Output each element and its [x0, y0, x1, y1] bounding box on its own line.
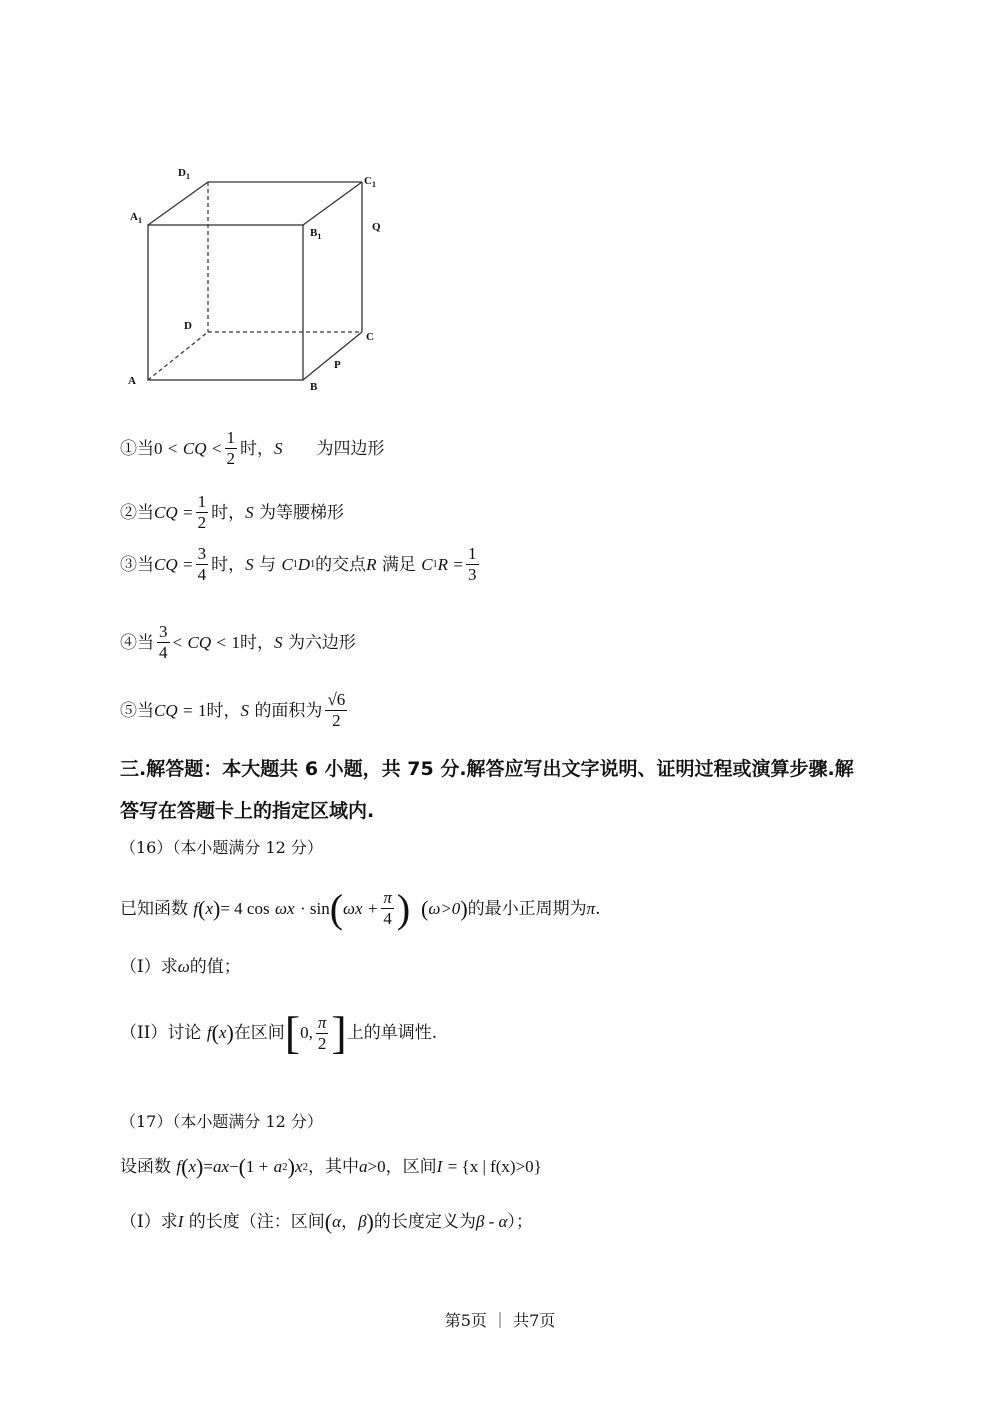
q16-part2: （II）讨论 f ( x ) 在区间 [ 0, $\frac{\pi}{2}$ ] 上的单调性. — [120, 1007, 438, 1058]
statement-2: ②当 CQ = $\frac{1}{2}$ 时， S 为等腰梯形 — [120, 492, 345, 532]
statement-5: ⑤当 CQ = 1 时， S 的面积为 $\frac{√6}{2}$ — [120, 690, 346, 730]
label-b1: $B_1$ — [310, 227, 322, 241]
section-heading-line1: 三.解答题：本大题共 6 小题，共 75 分.解答应写出文字说明、证明过程或演算步骤.解 — [120, 758, 854, 780]
cube-figure — [120, 160, 400, 400]
page-footer: 第5页 ｜ 共7页 — [444, 1311, 556, 1330]
label-d1: $D_1$ — [178, 167, 190, 181]
label-p: P — [334, 359, 341, 371]
q17-header: （17）（本小题满分 12 分） — [120, 1112, 323, 1131]
statement-3: ③当 CQ = $\frac{3}{4}$ 时， S 与 C 1 D 1 的交点 R 满足 C 1 R = $\frac{1}{3}$ — [120, 544, 477, 584]
label-a1: $A_1$ — [130, 211, 142, 225]
label-q: Q — [372, 221, 381, 233]
label-c1: $C_1$ — [364, 175, 376, 189]
q16-statement: 已知函数 f ( x ) = 4 cos ωx · sin ( ωx + $\frac{\pi}{4}$ ) ( ω>0 ) 的最小正周期为 π . — [120, 885, 601, 931]
statement-4: ④当 $\frac{3}{4}$ < CQ < 1 时， S 为六边形 — [120, 622, 356, 662]
fraction: $\frac{1}{2}$ — [226, 428, 236, 468]
section-heading-line2: 答写在答题卡上的指定区域内. — [120, 800, 375, 822]
statement-1: ①当 0 < CQ < $\frac{1}{2}$ 时， S 为四边形 — [120, 428, 385, 468]
label-a: A — [128, 375, 136, 387]
q17-part1: （I）求 I 的长度（注：区间 ( α ， β ) 的长度定义为 β - α ）； — [120, 1209, 533, 1234]
q16-header: （16）（本小题满分 12 分） — [120, 838, 323, 857]
label-b: B — [310, 381, 318, 393]
q16-part1: （I）求 ω 的值； — [120, 957, 241, 977]
label-d: D — [184, 320, 192, 332]
q17-statement: 设函数 f ( x ) = ax − ( 1 + a 2 ) x 2 ，其中 a >0 ，区间 I = {x | f(x)>0} — [120, 1154, 542, 1179]
label-c: C — [366, 331, 374, 343]
